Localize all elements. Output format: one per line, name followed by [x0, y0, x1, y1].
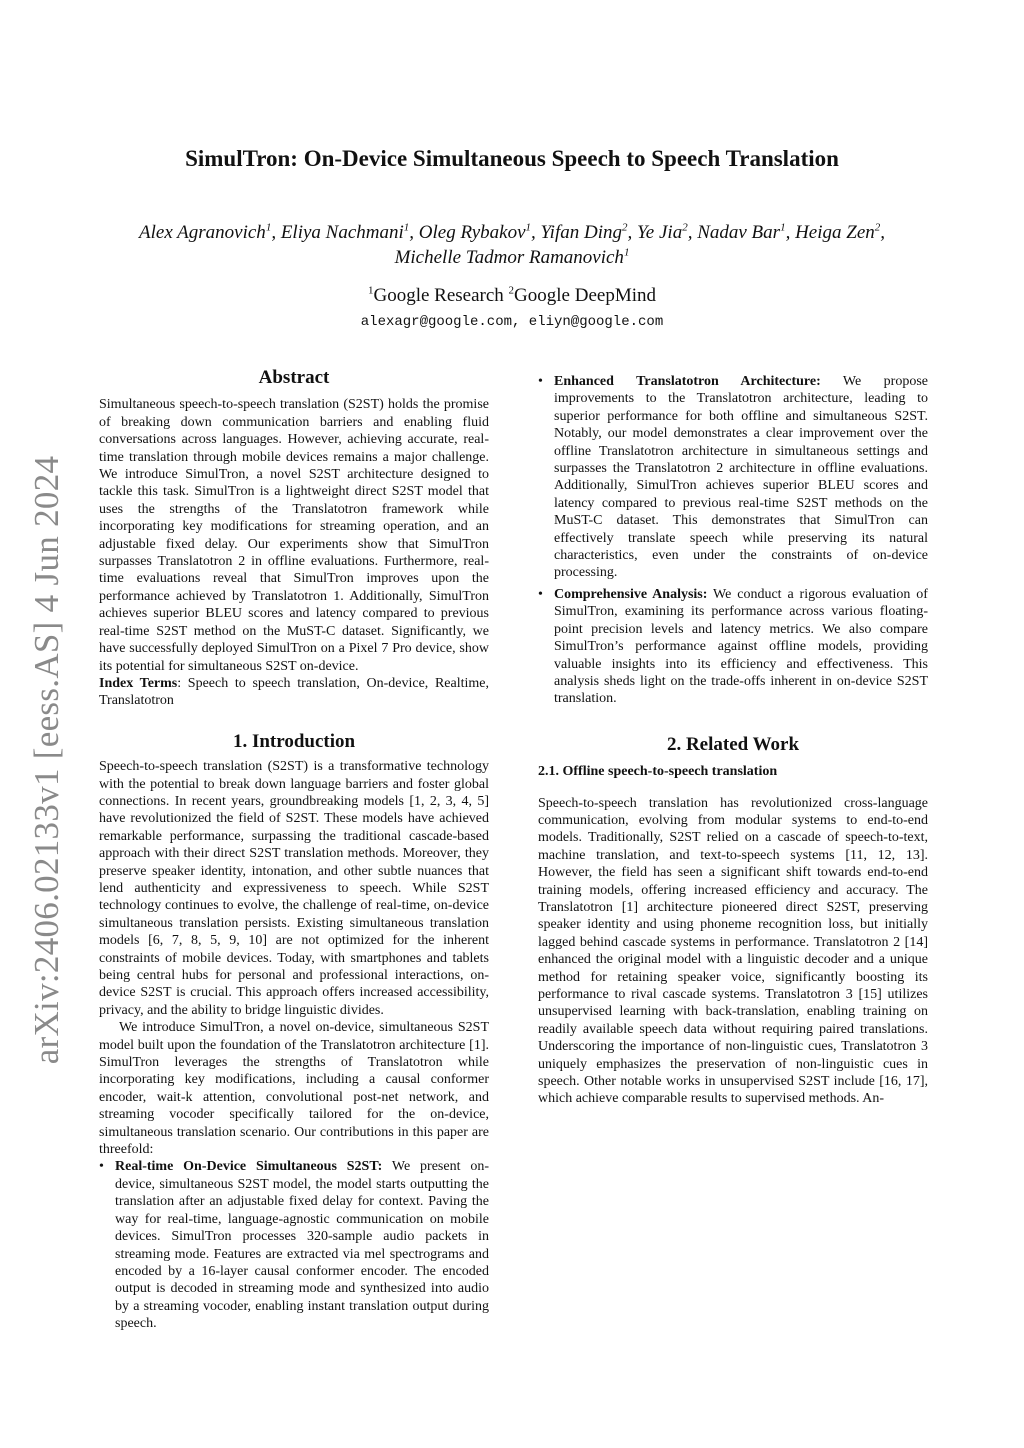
author: Ye Jia$^2$: [636, 221, 688, 243]
author: Michelle Tadmor Ramanovich$^1$: [394, 246, 630, 268]
author-list: Alex Agranovich$^1$, Eliya Nachmani$^1$, Oleg Rybakov$^1$, Yifan Ding$^2$, Ye Jia$^2$, Nadav Bar$^1$, Heiga Zen$^2$, Michelle Tadmor Ramanovich$^1$: [139, 221, 885, 268]
author: Oleg Rybakov$^1$: [418, 221, 532, 243]
author: Eliya Nachmani$^1$: [280, 221, 410, 243]
contribution-item: • Real-time On-Device Simultaneous S2ST: We present on-device, simultaneous S2ST model, the model starts outputting the translation after an adjustable fixed delay for context. Paving the way for real-time, language-agnostic communication on mobile devices. SimulTron processes 320-sample audio packets in streaming mode. Features are extracted via mel spectrograms and encoded by a 16-layer causal conformer encoder. The encoded output is decoded in streaming mode and synthesized into audio by a streaming vocoder, enabling instant translation output during speech.: [99, 1159, 489, 1332]
contribution-item: • Comprehensive Analysis: We conduct a rigorous evaluation of SimulTron, examining its performance across various floating-point precision levels and latency metrics. We also compare SimulTron’s performance against offline models, providing valuable insights into its efficiency and effectiveness. This analysis sheds light on the trade-offs inherent in on-device S2ST translation.: [538, 586, 928, 707]
author: Yifan Ding$^2$: [540, 221, 628, 243]
contribution-item: • Enhanced Translatotron Architecture: We propose improvements to the Translatotron architecture, leading to superior performance for both offline and simultaneous S2ST. Notably, our model demonstrates a clear improvement over the offline Translatotron architecture in simultaneous settings and surpasses the Translatotron 2 architecture in offline evaluations. Additionally, SimulTron achieves superior BLEU scores and latency compared to previous real-time S2ST methods on the MuST-C dataset. This demonstrates that SimulTron can effectively translate speech while preserving its natural characteristics, even under the constraints of on-device processing.: [538, 374, 928, 581]
contribution-list: [99, 1158, 489, 1332]
related-work-heading: 2. Related Work: [666, 733, 800, 755]
paper-title: SimulTron: On-Device Simultaneous Speech to Speech Translation: [185, 146, 839, 171]
left-column: [99, 369, 489, 1333]
subsection-heading: 2.1. Offline speech-to-speech translation: [538, 764, 778, 780]
related-work-paragraph: Speech-to-speech translation has revolutionized cross-language communication, evolving from modular systems to end-to-end models. Traditionally, S2ST relied on a cascade of speech-to-text, machine translation, and text-to-speech systems [11, 12, 13]. However, the field has seen a significant shift towards end-to-end training models, offering increased efficiency and accuracy. The Translatotron [1] architecture pioneered direct S2ST, preserving speaker identity and using phoneme recognition loss, but initially lagged behind cascade systems in performance. Translatotron 2 [14] enhanced the original model with a linguistic decoder and a unique method for retaining speaker voice, significantly boosting its performance to rival cascade systems. Translatotron 3 [15] utilizes unsupervised learning with back-translation, enabling training on readily available speech data without requiring paired translations. Underscoring the importance of non-linguistic cues, Translatotron 3 uniquely emphasizes the preservation of non-linguistic cues in speech. Other notable works in unsupervised S2ST include [16, 17], which achieve comparable results to supervised methods. An-: [538, 795, 928, 1107]
introduction-heading: 1. Introduction: [232, 730, 356, 752]
contribution-list: [538, 373, 928, 708]
author: Alex Agranovich$^1$: [139, 221, 272, 243]
abstract-heading: Abstract: [258, 367, 330, 388]
arxiv-identifier: arXiv:2406.02133v1 [eess.AS] 4 Jun 2024: [27, 455, 66, 1065]
intro-paragraph: We introduce SimulTron, a novel on-device, simultaneous S2ST model built upon the foundation of the Translatotron architecture [1]. SimulTron leverages the strengths of Translatotron while incorporating key modifications, including a causal conformer encoder, wait-k attention, convolutional post-net network, and streaming vocoder specifically tailored for the on-device, simultaneous translation scenario. Our contributions in this paper are threefold:: [99, 1020, 489, 1158]
author: Heiga Zen$^2$: [795, 221, 881, 243]
arxiv-sidebar: [16, 450, 78, 1070]
index-terms: Index Terms: Speech to speech translation, On-device, Realtime, Translatotron: [99, 675, 489, 709]
author: Nadav Bar$^1$: [697, 221, 786, 243]
abstract-text: Simultaneous speech-to-speech translation (S2ST) holds the promise of breaking down communication barriers and enabling fluid conversations across languages. However, achieving accurate, real-time translation through mobile devices remains a major challenge. We introduce SimulTron, a novel S2ST architecture designed to tackle this task. SimulTron is a lightweight direct S2ST model that uses the strengths of the Translatotron framework while incorporating key modifications for streaming operation, and an adjustable fixed delay. Our experiments show that SimulTron surpasses Translatotron 2 in offline evaluations. Furthermore, real-time evaluations reveal that SimulTron improves upon the performance achieved by Translatotron 1. Additionally, SimulTron achieves superior BLEU scores and latency compared to previous real-time S2ST method on the MuST-C dataset. Significantly, we have successfully deployed SimulTron on a Pixel 7 Pro device, show its potential for simultaneous S2ST on-device.: [99, 397, 489, 674]
author-emails: alexagr@google.com, eliyn@google.com: [360, 314, 664, 330]
right-column: [538, 373, 928, 1108]
intro-paragraph: Speech-to-speech translation (S2ST) is a transformative technology with the potential to break down language barriers and foster global connections. In recent years, groundbreaking models [1, 2, 3, 4, 5] have revolutionized the field of S2ST. These models have achieved remarkable performance, surpassing the traditional cascade-based approach with their direct S2ST translation methods. Moreover, they preserve speaker identity, intonation, and other subtle nuances that lend authenticity and expressiveness to speech. While S2ST technology continues to evolve, the challenge of real-time, on-device simultaneous translation persists. Existing simultaneous translation models [6, 7, 8, 5, 9, 10] are not optimized for the inherent constraints of mobile devices. Today, with smartphones and tablets being central hubs for personal and professional interactions, on-device S2ST is crucial. This approach offers increased accessibility, privacy, and the ability to bridge linguistic divides.: [99, 759, 489, 1018]
affiliations: $^1$Google Research $^2$Google DeepMind: [367, 284, 656, 306]
